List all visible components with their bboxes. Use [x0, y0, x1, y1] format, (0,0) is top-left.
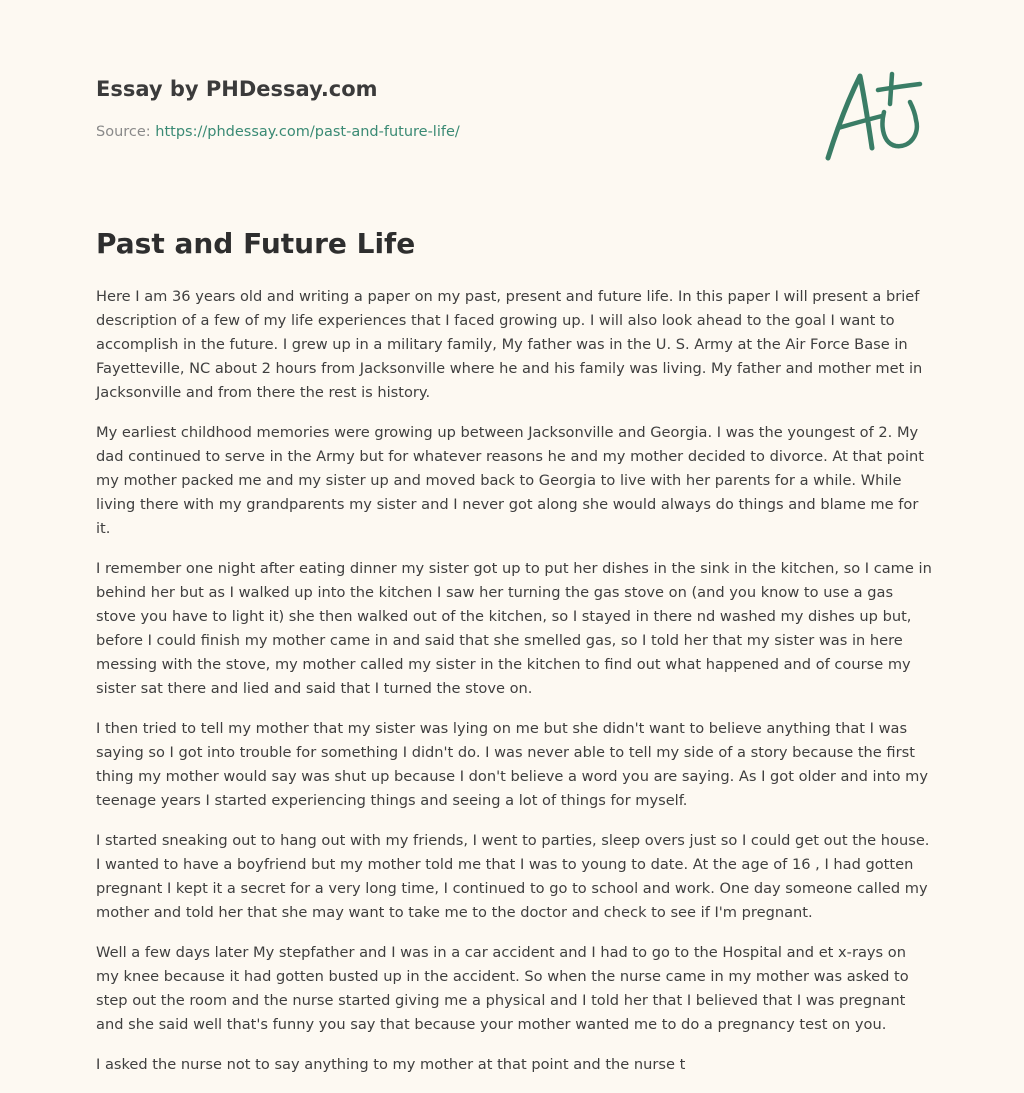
logo-swoosh — [883, 102, 917, 146]
paragraph: My earliest childhood memories were growing up between Jacksonville and Georgia. I was the youngest of 2. My dad continued to serve in the Army but for whatever reasons he and my mother decided to divorce. At that point my mother packed me and my sister up and moved back to Georgia to live with her parents for a while. While living there with my grandparents my sister and I never got along she would always do things and blame me for it. — [96, 424, 924, 537]
paragraph: I then tried to tell my mother that my sister was lying on me but she didn't want to believe anything that I was saying so I got into trouble for something I didn't do. I was never able to tell my side of a story because the first thing my mother would say was shut up because I don't believe a word you are saying. As I got older and into my teenage years I started experiencing things and seeing a lot of things for myself. — [96, 720, 928, 809]
a-plus-logo-icon — [820, 66, 930, 170]
logo-a-left-stroke — [828, 76, 872, 158]
paragraph: I asked the nurse not to say anything to my mother at that point and the nurse t — [96, 1056, 686, 1073]
logo-plus-horizontal — [878, 84, 920, 90]
paragraph: Well a few days later My stepfather and I was in a car accident and I had to go to the Hospital and et x-rays on my knee because it had gotten busted up in the accident. So when the nurse came in my mother was asked to step out the room and the nurse started giving me a physical and I told her that I believed that I was pregnant and she said well that's funny you say that because your mother wanted me to do a pregnancy test on you. — [96, 944, 909, 1033]
source-label: Source: — [96, 124, 156, 140]
paragraph: I started sneaking out to hang out with my friends, I went to parties, sleep overs just so I could get out the house. I wanted to have a boyfriend but my mother told me that I was to young to date. At the age of 16 , I had gotten pregnant I kept it a secret for a very long time, I continued to go to school and work. One day someone called my mother and told her that she may want to take me to the doctor and check to see if I'm pregnant. — [96, 832, 930, 921]
paragraph: Here I am 36 years old and writing a paper on my past, present and future life. In this paper I will present a brief description of a few of my life experiences that I faced growing up. I will also look ahead to the goal I want to accomplish in the future. I grew up in a military family, My father was in the U. S. Army at the Air Force Base in Fayetteville, NC about 2 hours from Jacksonville where he and his family was living. My father and mother met in Jacksonville and from there the rest is history. — [96, 288, 923, 401]
essay-header — [96, 74, 796, 142]
source-line — [96, 122, 796, 142]
source-link[interactable]: https://phdessay.com/past-and-future-life/ — [155, 124, 460, 140]
essay-body — [96, 285, 932, 1093]
brand-title: Essay by PHDessay.com — [96, 77, 378, 101]
logo-a-crossbar — [838, 116, 882, 128]
paragraph: I remember one night after eating dinner my sister got up to put her dishes in the sink in the kitchen, so I came in behind her but as I walked up into the kitchen I saw her turning the gas stove on (and you know to use a gas stove you have to light it) she then walked out of the kitchen, so I stayed in there nd washed my dishes up but, before I could finish my mother came in and said that she smelled gas, so I told her that my sister was in here messing with the stove, my mother called my sister in the kitchen to find out what happened and of course my sister sat there and lied and said that I turned the stove on. — [96, 560, 932, 697]
essay-title: Past and Future Life — [96, 227, 416, 260]
